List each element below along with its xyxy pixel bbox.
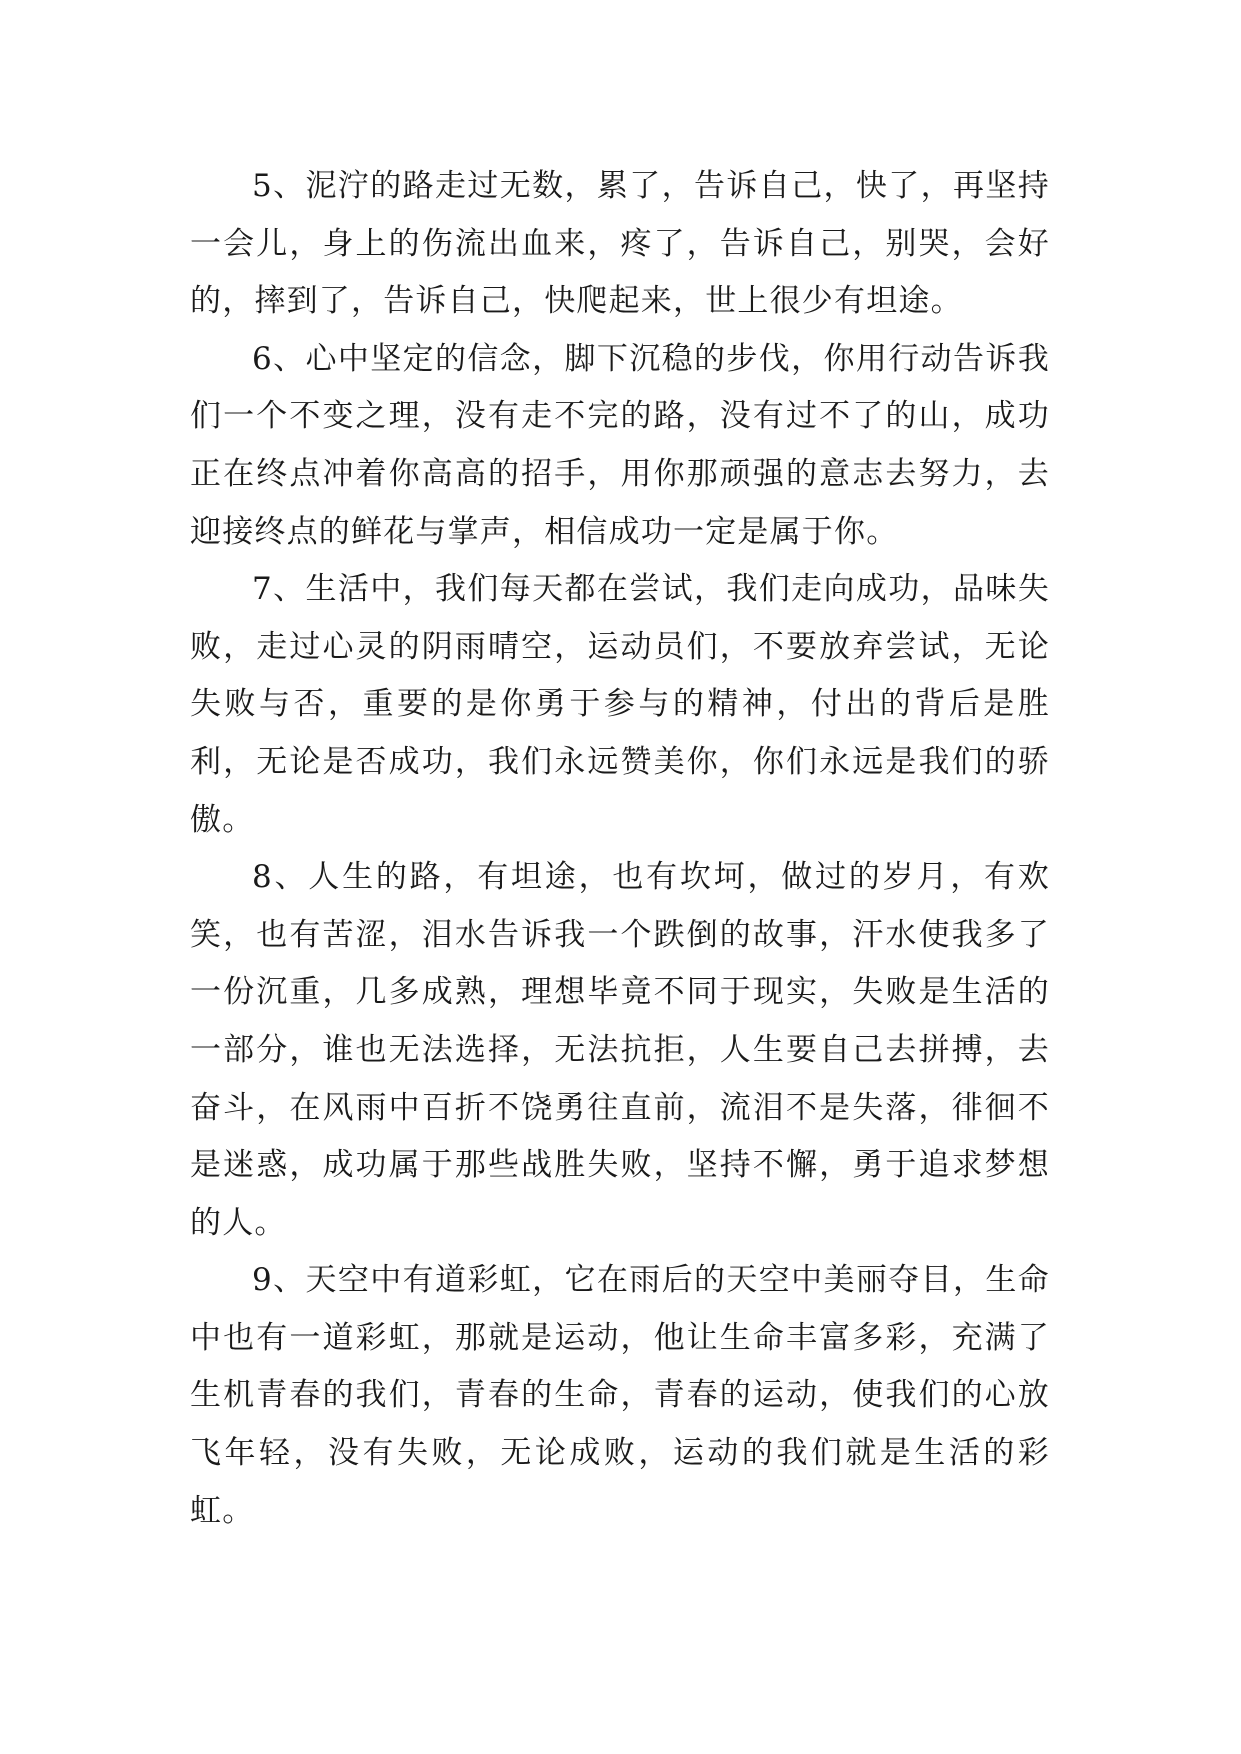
document-body (190, 158, 1050, 1540)
paragraph-8: 8、人生的路，有坦途，也有坎坷，做过的岁月，有欢笑，也有苦涩，泪水告诉我一个跌倒的故事，汗水使我多了一份沉重，几多成熟，理想毕竟不同于现实，失败是生活的一部分，谁也无法选择，无法抗拒，人生要自己去拼搏，去奋斗，在风雨中百折不饶勇往直前，流泪不是失落，徘徊不是迷惑，成功属于那些战胜失败，坚持不懈，勇于追求梦想的人。 (190, 859, 1050, 1241)
paragraph-9: 9、天空中有道彩虹，它在雨后的天空中美丽夺目，生命中也有一道彩虹，那就是运动，他让生命丰富多彩，充满了生机青春的我们，青春的生命，青春的运动，使我们的心放飞年轻，没有失败，无论成败，运动的我们就是生活的彩虹。 (190, 1262, 1050, 1529)
paragraph-7: 7、生活中，我们每天都在尝试，我们走向成功，品味失败，走过心灵的阴雨晴空，运动员们，不要放弃尝试，无论失败与否，重要的是你勇于参与的精神，付出的背后是胜利，无论是否成功，我们永远赞美你，你们永远是我们的骄傲。 (190, 571, 1050, 838)
paragraph-6: 6、心中坚定的信念，脚下沉稳的步伐，你用行动告诉我们一个不变之理，没有走不完的路，没有过不了的山，成功正在终点冲着你高高的招手，用你那顽强的意志去努力，去迎接终点的鲜花与掌声，相信成功一定是属于你。 (190, 340, 1050, 550)
paragraph-5: 5、泥泞的路走过无数，累了，告诉自己，快了，再坚持一会儿，身上的伤流出血来，疼了，告诉自己，别哭，会好的，摔到了，告诉自己，快爬起来，世上很少有坦途。 (190, 168, 1050, 320)
